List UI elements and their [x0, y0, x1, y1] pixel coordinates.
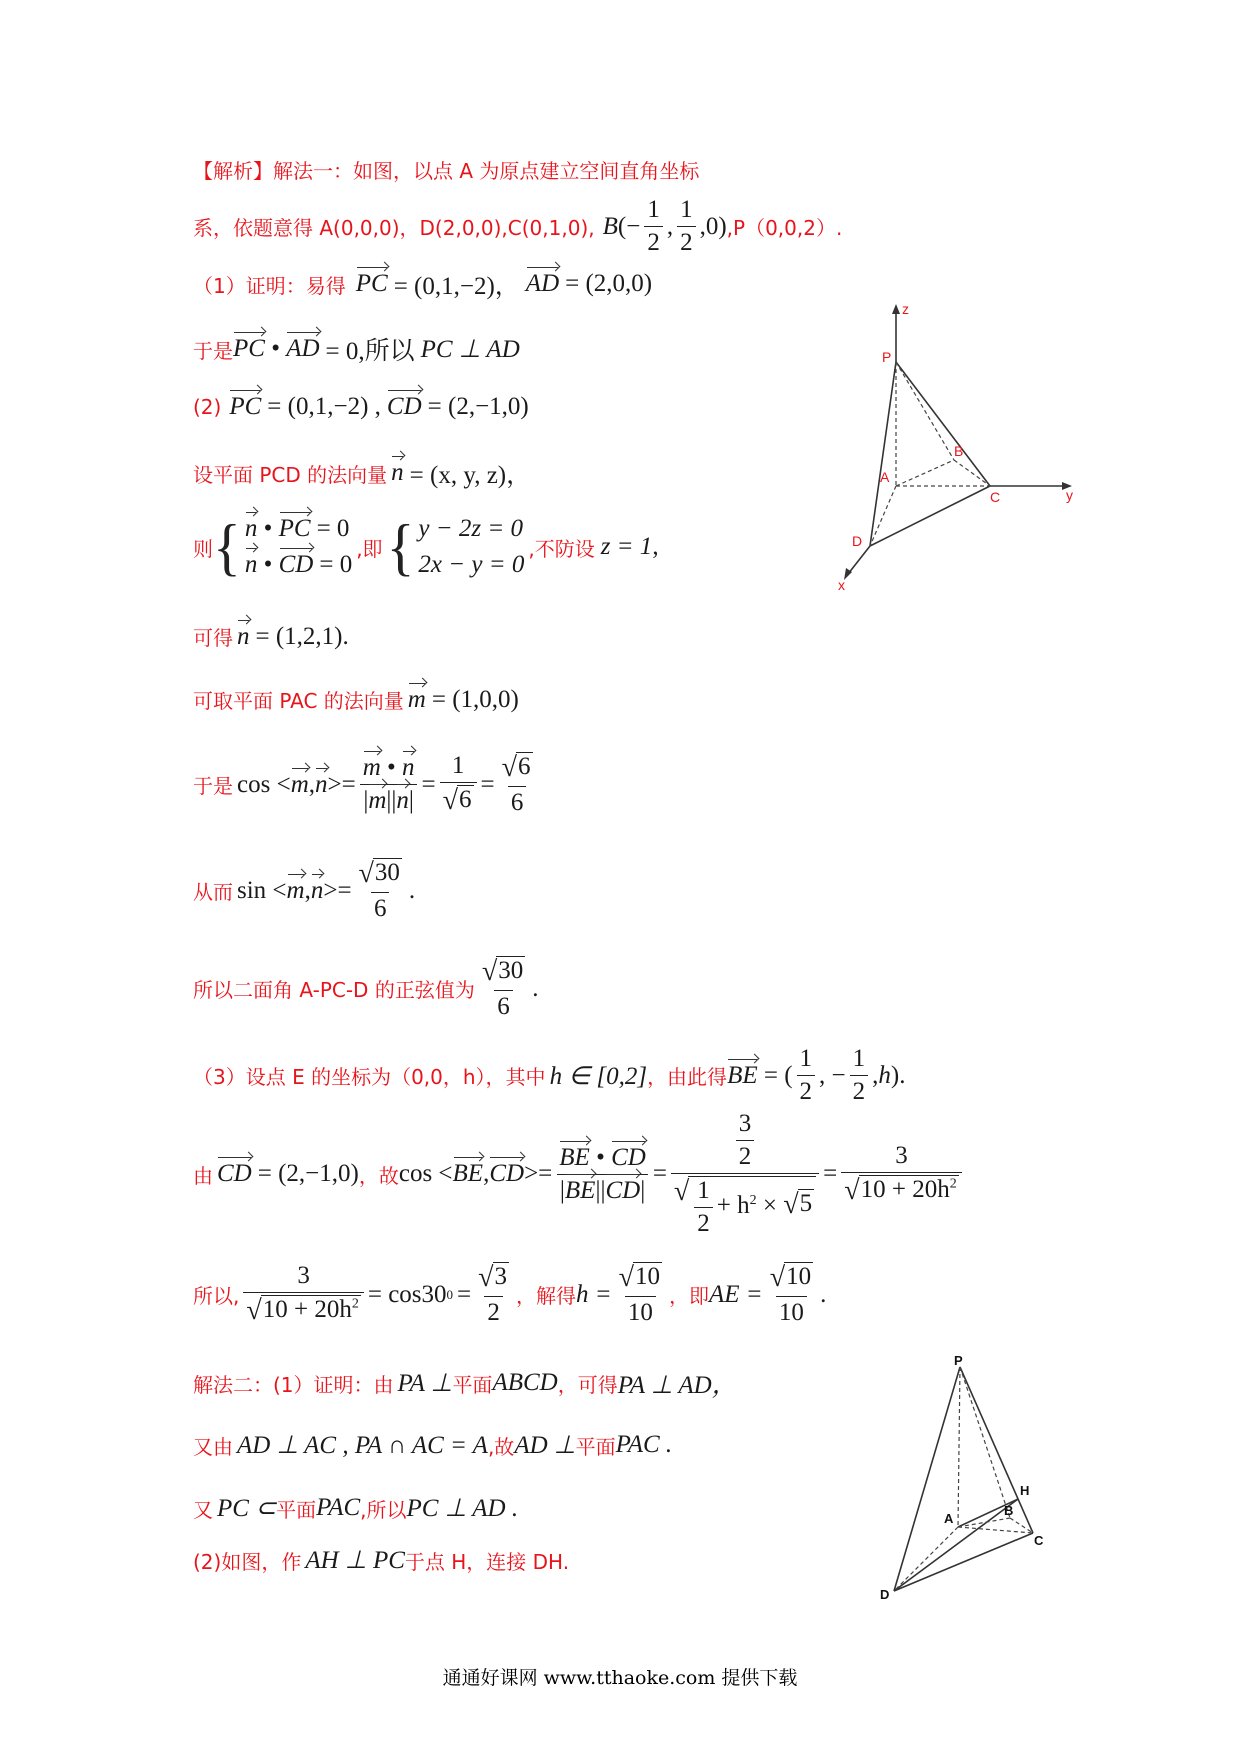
frac-1-over-r6: 1 √ 6 — [440, 752, 477, 817]
gu-text: ，故 — [358, 1163, 399, 1188]
label-c: C — [1034, 1533, 1044, 1548]
edge-bc — [954, 460, 990, 486]
dihedral-text: 所以二面角 A-PC-D 的正弦值为 — [193, 978, 475, 1002]
label-h: H — [1020, 1483, 1030, 1498]
normal-pac-line — [193, 685, 519, 714]
frac-r10-over-10: √ 10 10 — [618, 1262, 661, 1326]
cos-word: cos < — [237, 770, 291, 798]
label-d: D — [852, 533, 863, 549]
vector-n: n — [237, 622, 250, 650]
label-p: P — [882, 349, 892, 365]
x-axis — [848, 546, 870, 574]
part2-prefix: (2) — [193, 395, 222, 419]
normal-n-result — [193, 622, 349, 651]
comma: , — [666, 212, 674, 240]
part3-tail: ，由此得 — [647, 1065, 728, 1089]
edge-ac — [958, 1527, 1033, 1533]
vector-pc: PC — [355, 270, 388, 297]
edge-pc — [896, 362, 990, 486]
label-d: D — [880, 1587, 890, 1602]
vector-cd-value: = (2,−1,0) — [257, 1160, 359, 1187]
normal-pcd-line — [193, 455, 531, 491]
method2-text: (2)如图，作 — [193, 1549, 302, 1574]
h-equals: h = — [576, 1280, 612, 1308]
cos30: = cos30 — [367, 1280, 447, 1308]
vector-ad: AD — [286, 335, 320, 362]
sin-word: sin < — [237, 876, 287, 904]
dihedral-line: 所以二面角 A-PC-D 的正弦值为 √ 30 6 . — [193, 956, 539, 1020]
solve-h-line: 所以, 3 √ $10 + 20h^2$ = cos30 0 = √ 3 2 ，解得 h = √ 10 10 ，即 AE = √ 10 10 . — [193, 1262, 827, 1326]
vector-m: m — [407, 685, 426, 713]
frac-3-over-r10: 3 √ $10 + 20h^2$ — [243, 1262, 363, 1327]
system-line: 则 { n • PC = 0 n • CD = 0 ,即 { y − 2z = 0 2x − y = 0 ,不防设 z = 1 , — [193, 510, 659, 583]
sin-line: 从而 sin < m , n >= √ 30 6 . — [193, 858, 416, 922]
suoyi-text: 所以, — [193, 1284, 240, 1308]
point-b-close: ,0) — [699, 212, 727, 240]
frac-r3-over-2: √ 3 2 — [478, 1262, 508, 1326]
edge-dh — [894, 1499, 1018, 1591]
vector-pc: PC — [229, 393, 262, 420]
system-tail: ,不防设 — [528, 536, 595, 561]
normal-pcd-text: 设平面 PCD 的法向量 — [193, 462, 388, 487]
figure-pyramid-h — [870, 1355, 1060, 1605]
method2-line1: 解法二：(1）证明：由 PA ⊥ 平面 ABCD ，可得 PA ⊥ AD， — [193, 1369, 737, 1399]
method2-line2: 又由 AD ⊥ AC , PA ∩ AC = A ,故 AD ⊥ 平面 PAC . — [193, 1431, 673, 1459]
part3-text: （3）设点 E 的坐标为（0,0，h），其中 — [193, 1065, 546, 1089]
method2-line3: 又 PC ⊂ 平面 PAC ,所以 PC ⊥ AD . — [193, 1494, 519, 1522]
label-b: B — [954, 443, 964, 459]
edge-pb — [896, 362, 954, 460]
sin-prefix: 从而 — [193, 880, 233, 904]
label-z: z — [902, 301, 909, 317]
label-a: A — [880, 469, 890, 485]
method2-text: 解法二：(1）证明：由 — [193, 1372, 394, 1397]
point-b-open: (− — [617, 212, 641, 240]
normal-pac-text: 可取平面 PAC 的法向量 — [193, 689, 404, 713]
vector-ad-value: = (2,0,0) — [565, 270, 653, 297]
point-p-text: ,P（0,0,2）. — [726, 216, 843, 240]
frac-r10-over-10: √ 10 10 — [769, 1262, 812, 1326]
footer-download-note: 通通好课网 www.tthaoke.com 提供下载 — [442, 1667, 798, 1689]
label-y: y — [1066, 487, 1073, 503]
coordinates-text: 系，依题意得 A(0,0,0)，D(2,0,0),C(0,1,0), — [193, 216, 595, 240]
analysis-bracket: 【解析】 — [193, 159, 273, 183]
intro-text: 解法一：如图，以点 A 为原点建立空间直角坐标 — [273, 159, 700, 183]
edge-pd — [870, 362, 896, 546]
n-value: = (1,2,1). — [255, 622, 349, 650]
cos-frac: $\frac{m • n}{|m||n|}$ — [360, 754, 418, 815]
edge-ab — [896, 460, 954, 486]
normal-n-def: = (x, y, z)， — [409, 462, 532, 489]
method2-text: 又 — [193, 1497, 213, 1522]
cos-prefix: 于是 — [193, 774, 233, 798]
vector-cd: CD — [386, 393, 422, 420]
method2-line4: (2)如图，作 AH ⊥ PC 于点 H，连接 DH. — [193, 1547, 570, 1574]
solution-heading — [193, 155, 699, 184]
jiede-text: ，解得 — [516, 1284, 577, 1308]
frac-three-halves-over: $\frac{3}{2}$ √ $\frac{1}{2}$ + $h^2$ × √ 5 — [671, 1110, 819, 1238]
point-b-label: B — [602, 212, 618, 240]
vector-cd: CD — [217, 1160, 252, 1187]
label-x: x — [838, 577, 845, 593]
m-value: = (1,0,0) — [431, 685, 519, 713]
system-right: { y − 2z = 0 2x − y = 0 — [386, 510, 525, 583]
cos-be-cd-line: 由 CD = (2,−1,0) ，故 cos < BE , CD >= $\frac{BE • CD}{|BE||CD|}$ = $\frac{3}{2}$ √ $\frac{1}{2}$ + $h^2$ × √ 5 = 3 √ $10 + 20h^2$ — [193, 1110, 966, 1238]
part1b-prefix: 于是 — [193, 338, 233, 363]
h-range: h ∈ [0,2] — [549, 1062, 648, 1090]
part1-line — [193, 266, 652, 302]
ji-ae-text: ，即 — [669, 1284, 710, 1308]
vector-cd-value: = (2,−1,0) — [427, 393, 529, 420]
cos-be-cd-frac: $\frac{BE • CD}{|BE||CD|}$ — [556, 1144, 649, 1205]
frac-r30-over-6: √ 30 6 — [358, 858, 400, 922]
cos-line: 于是 cos < m , n >= $\frac{m • n}{|m||n|}$ = 1 √ 6 = √ 6 6 — [193, 752, 540, 817]
dot-zero: = 0,所以 — [325, 338, 415, 365]
label-p: P — [954, 1355, 963, 1368]
figure-coordinate-pyramid — [830, 300, 1090, 600]
frac-r6-over-6: √ 6 6 — [501, 752, 531, 816]
part1-dot-line: 于是 PC • AD = 0,所以 PC ⊥ AD — [193, 331, 520, 367]
vector-pc-value: = (0,1,−2)， — [393, 273, 520, 300]
vector-n: n — [391, 459, 404, 486]
vector-pc: PC — [233, 335, 265, 362]
from-cd: 由 — [193, 1163, 213, 1188]
edge-dc — [894, 1533, 1033, 1591]
method2-text: 又由 — [193, 1434, 233, 1459]
label-c: C — [990, 489, 1001, 505]
edge-pc — [960, 1367, 1033, 1533]
vector-pc-value: = (0,1,−2) , — [267, 393, 381, 420]
part2-line — [193, 393, 529, 421]
frac-half: $\frac{1}{2}$ — [644, 196, 663, 257]
edge-dc — [870, 486, 990, 546]
frac-r30-over-6: √ 30 6 — [481, 956, 524, 1020]
get-n-text: 可得 — [193, 626, 233, 650]
label-b: B — [1004, 1503, 1014, 1518]
frac-3-over-r10: 3 √ $10 + 20h^2$ — [841, 1142, 961, 1207]
edge-pb — [960, 1367, 1010, 1518]
vector-ad: AD — [525, 270, 560, 297]
edge-pa — [958, 1367, 960, 1527]
frac-half: $\frac{1}{2}$ — [677, 196, 696, 257]
system-prefix: 则 — [193, 536, 213, 561]
vector-be: BE — [727, 1061, 758, 1089]
coordinates-line — [193, 196, 842, 257]
z-equals-one: z = 1 — [600, 533, 653, 560]
label-a: A — [944, 1511, 954, 1526]
ae-equals: AE = — [709, 1280, 763, 1308]
part1-prefix: （1）证明：易得 — [193, 273, 346, 298]
part3-line: （3）设点 E 的坐标为（0,0，h），其中 h ∈ [0,2] ，由此得 BE = ( $\frac{1}{2}$ , − $\frac{1}{2}$ , h ). — [193, 1045, 906, 1105]
pc-perp-ad: PC ⊥ AD — [420, 336, 520, 363]
system-mid: ,即 — [356, 536, 383, 561]
system-left: { n • PC = 0 n • CD = 0 — [213, 510, 353, 583]
